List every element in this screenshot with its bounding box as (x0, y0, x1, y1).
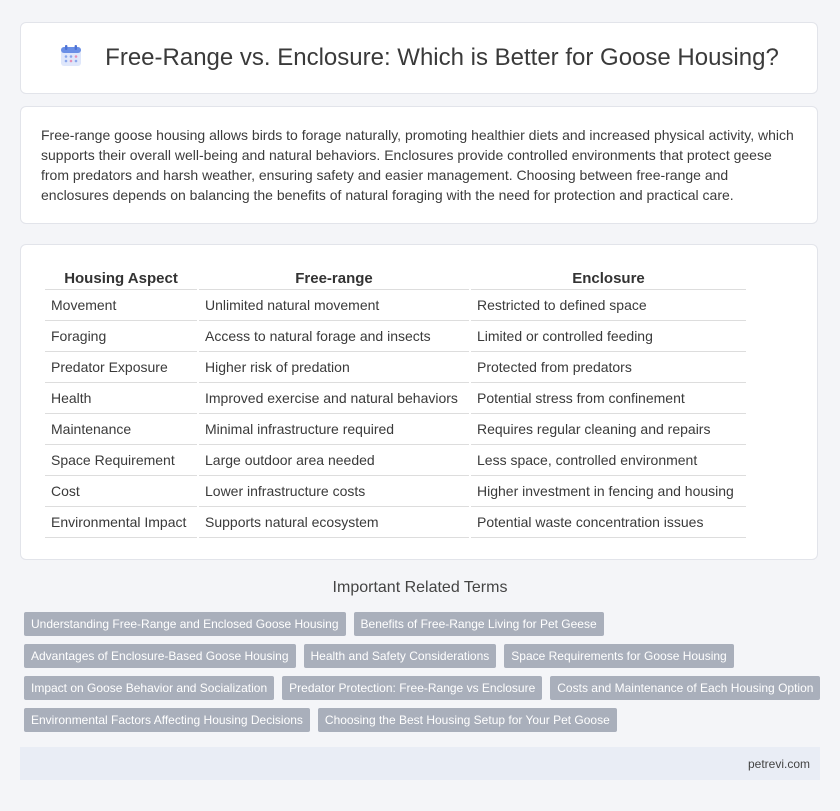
enclosure-cell: Limited or controlled feeding (471, 321, 746, 352)
related-terms-list (24, 612, 824, 732)
enclosure-cell: Potential waste concentration issues (471, 507, 746, 538)
related-term-tag[interactable]: Understanding Free-Range and Enclosed Goose Housing (24, 612, 346, 636)
table-row (45, 476, 746, 507)
table-row (45, 321, 746, 352)
header-housing-aspect: Housing Aspect (45, 267, 197, 290)
related-term-tag[interactable]: Benefits of Free-Range Living for Pet Geese (354, 612, 604, 636)
table-row (45, 445, 746, 476)
related-terms-heading: Important Related Terms (332, 579, 508, 596)
related-term-tag[interactable]: Environmental Factors Affecting Housing Decisions (24, 708, 310, 732)
aspect-cell: Health (45, 383, 197, 414)
calendar-icon (59, 44, 83, 73)
aspect-cell: Movement (45, 290, 197, 321)
enclosure-cell: Protected from predators (471, 352, 746, 383)
footer-site-link[interactable]: petrevi.com (747, 756, 810, 771)
title-wrap (59, 44, 779, 73)
free-range-cell: Higher risk of predation (199, 352, 469, 383)
comparison-table (43, 267, 748, 538)
related-term-tag[interactable]: Predator Protection: Free-Range vs Enclosure (282, 676, 542, 700)
comparison-card (20, 244, 818, 560)
related-term-tag[interactable]: Choosing the Best Housing Setup for Your Pet Goose (318, 708, 617, 732)
title-card (20, 22, 818, 94)
related-term-tag[interactable]: Impact on Goose Behavior and Socialization (24, 676, 274, 700)
intro-text: Free-range goose housing allows birds to forage naturally, promoting healthier diets and increased physical activity, which supports their overall well-being and natural behaviors. Enclosures provide controlled environments that protect geese from predators and harsh weather, ensuring safety and easier management. Choosing between free-range and enclosures depends on balancing the benefits of natural foraging with the need for protection and practical care. (41, 127, 794, 203)
aspect-cell: Environmental Impact (45, 507, 197, 538)
table-row (45, 352, 746, 383)
free-range-cell: Improved exercise and natural behaviors (199, 383, 469, 414)
intro-card (20, 106, 818, 224)
table-row (45, 383, 746, 414)
related-term-tag[interactable]: Space Requirements for Goose Housing (504, 644, 733, 668)
free-range-cell: Lower infrastructure costs (199, 476, 469, 507)
free-range-cell: Access to natural forage and insects (199, 321, 469, 352)
aspect-cell: Space Requirement (45, 445, 197, 476)
footer (20, 747, 820, 780)
free-range-cell: Minimal infrastructure required (199, 414, 469, 445)
related-term-tag[interactable]: Costs and Maintenance of Each Housing Option (550, 676, 820, 700)
table-row (45, 290, 746, 321)
related-term-tag[interactable]: Health and Safety Considerations (304, 644, 497, 668)
table-row (45, 414, 746, 445)
table-header-row (45, 267, 746, 290)
page-title: Free-Range vs. Enclosure: Which is Better for Goose Housing? (105, 44, 779, 71)
free-range-cell: Large outdoor area needed (199, 445, 469, 476)
table-row (45, 507, 746, 538)
free-range-cell: Supports natural ecosystem (199, 507, 469, 538)
header-free-range: Free-range (199, 267, 469, 290)
aspect-cell: Predator Exposure (45, 352, 197, 383)
enclosure-cell: Potential stress from confinement (471, 383, 746, 414)
enclosure-cell: Requires regular cleaning and repairs (471, 414, 746, 445)
enclosure-cell: Higher investment in fencing and housing (471, 476, 746, 507)
enclosure-cell: Restricted to defined space (471, 290, 746, 321)
aspect-cell: Foraging (45, 321, 197, 352)
header-enclosure: Enclosure (471, 267, 746, 290)
aspect-cell: Maintenance (45, 414, 197, 445)
aspect-cell: Cost (45, 476, 197, 507)
enclosure-cell: Less space, controlled environment (471, 445, 746, 476)
free-range-cell: Unlimited natural movement (199, 290, 469, 321)
related-term-tag[interactable]: Advantages of Enclosure-Based Goose Housing (24, 644, 296, 668)
